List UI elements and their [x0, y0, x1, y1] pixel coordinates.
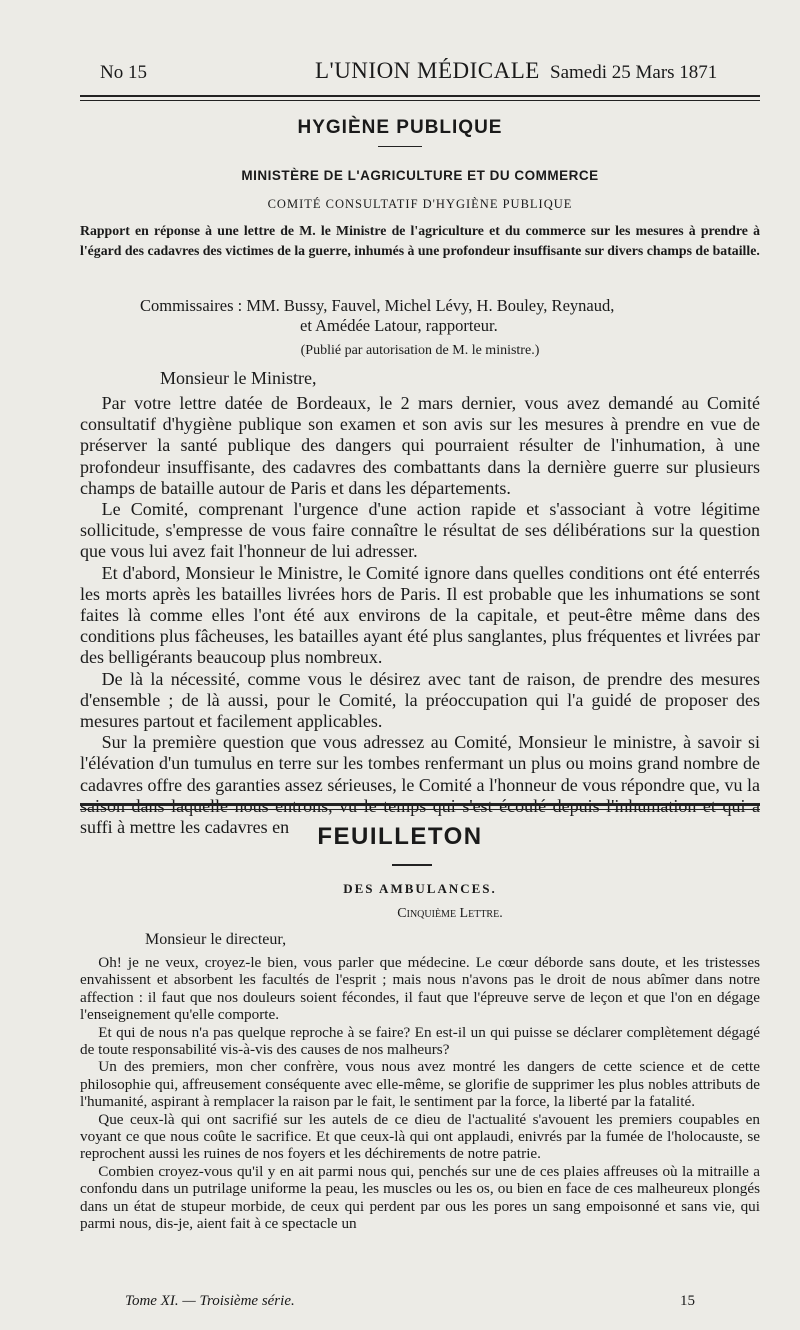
feuilleton-rule-thick	[80, 803, 760, 806]
ministry-heading: MINISTÈRE DE L'AGRICULTURE ET DU COMMERCE	[241, 168, 599, 183]
feuilleton-underline	[392, 864, 432, 866]
report-paragraph-4: De là la nécessité, comme vous le désirez avec tant de raison, de prendre des mesures d'ensemble ; de là aussi, pour le Comité, la préoccupation qui l'a guidé de proposer des mesures partout et facilement applicables.	[80, 668, 760, 732]
feuilleton-title: FEUILLETON	[317, 823, 483, 850]
title-underline	[378, 146, 422, 147]
commissaires-line-2: et Amédée Latour, rapporteur.	[300, 316, 498, 335]
hygiene-title: HYGIÈNE PUBLIQUE	[297, 117, 503, 138]
page-header	[100, 58, 750, 88]
feuilleton-paragraph-4: Que ceux-là qui ont sacrifié sur les autels de ce dieu de l'actualité s'avouent les premiers coupables en voyant ce que nous coûte le sacrifice. Et que ceux-là qui ont applaudi, enivrés par la fumée de l'holocauste, se reprochent aussi les ruines de nos foyers et les déchirements de notre patrie.	[80, 1110, 760, 1163]
issue-number: No 15	[100, 62, 147, 83]
feuilleton-paragraph-1: Oh! je ne veux, croyez-le bien, vous parler que médecine. Le cœur déborde sans doute, et les tristesses envahissent et absorbent les facultés de l'esprit ; mais nous n'avons pas le droit de nous abîmer dans notre affection : il faut que nos douleurs soient fécondes, il faut que l'épreuve serve de leçon et que l'on en dégage l'enseignement qu'elle comporte.	[80, 954, 760, 1024]
feuilleton-rule-thin	[80, 809, 760, 810]
report-title	[80, 221, 760, 260]
publication-note: (Publié par autorisation de M. le ministre.)	[300, 343, 540, 358]
report-body	[80, 393, 760, 838]
report-paragraph-2: Le Comité, comprenant l'urgence d'une action rapide et s'associant à votre légitime sollicitude, s'empresse de vous faire connaître le résultat de ses délibérations sur la question que vous lui avez fait l'honneur de lui adresser.	[80, 499, 760, 562]
issue-date: Samedi 25 Mars 1871	[550, 62, 718, 83]
feuilleton-paragraph-3: Un des premiers, mon cher confrère, vous nous avez montré les dangers de cette science et de cette philosophie qui, affreusement conséquente avec elle-même, se glorifie de supprimer les plus nobles attributs de l'humanité, aspirant à remplacer la raison par le fait, le sentiment par la force, la liberté par la fatalité.	[80, 1058, 760, 1111]
report-paragraph-3: Et d'abord, Monsieur le Ministre, le Comité ignore dans quelles conditions ont été enterrés les morts après les batailles livrées hors de Paris. Il est probable que les inhumations se sont faites là comme elles l'ont été aux environs de la capitale, et peut-être même dans des conditions plus fâcheuses, les batailles ayant été plus sanglantes, plus fréquentes et livrées par des belligérants beaucoup plus nombreux.	[80, 562, 760, 668]
feuilleton-paragraph-5: Combien croyez-vous qu'il y en ait parmi nous qui, penchés sur une de ces plaies affreuses où la mitraille a confondu dans un putrilage uniforme la peau, les muscles ou les os, ou bien en face de ces malheureux plongés dans un état de stupeur morbide, de ceux qui perdent par ous les pores un sang empoisonné et sans vie, qui parmi nous, dis-je, aient fait à ce spectacle un	[80, 1162, 760, 1233]
commissaires	[80, 296, 760, 336]
report-title-text: Rapport en réponse à une lettre de M. le Ministre de l'agriculture et du commerce sur les mesures à prendre à l'égard des cadavres des victimes de la guerre, inhumés à une profondeur insuffisante sur divers champs de bataille.	[80, 223, 760, 258]
tome-label: Tome XI. — Troisième série.	[125, 1293, 295, 1309]
committee-heading: COMITÉ CONSULTATIF D'HYGIÈNE PUBLIQUE	[267, 197, 573, 211]
letter-number: Cinquième Lettre.	[397, 906, 503, 921]
report-salutation: Monsieur le Ministre,	[160, 368, 317, 388]
journal-title: L'UNION MÉDICALE	[315, 58, 540, 83]
feuilleton-body	[80, 954, 760, 1233]
page-number: 15	[680, 1293, 695, 1309]
feuilleton-salutation: Monsieur le directeur,	[145, 931, 287, 948]
report-paragraph-1: Par votre lettre datée de Bordeaux, le 2 mars dernier, vous avez demandé au Comité consultatif d'hygiène publique son examen et son avis sur les mesures à prendre en vue de préserver la santé publique des dangers qui pourraient résulter de l'inhumation, à une profondeur insuffisante, des cadavres des combattants dans la dernière guerre sur plusieurs champs de bataille autour de Paris et dans les départements.	[80, 393, 760, 498]
header-rule	[80, 95, 760, 97]
feuilleton-subtitle: DES AMBULANCES.	[343, 881, 497, 896]
feuilleton-paragraph-2: Et qui de nous n'a pas quelque reproche à se faire? En est-il un qui puisse se déclarer complètement dégagé de toute responsabilité vis-à-vis des causes de nos malheurs?	[80, 1023, 760, 1059]
header-rule-thin	[80, 100, 760, 101]
report-paragraph-5: Sur la première question que vous adressez au Comité, Monsieur le ministre, à savoir si l'élévation d'un tumulus en terre sur les tombes renfermant un plus ou moins grand nombre de cadavres offre des garanties assez sérieuses, le Comité a l'honneur de vous répondre que, vu la suffi à mettre les cadavres en	[80, 732, 760, 838]
commissaires-line-1: Commissaires : MM. Bussy, Fauvel, Michel Lévy, H. Bouley, Reynaud,	[140, 296, 615, 315]
